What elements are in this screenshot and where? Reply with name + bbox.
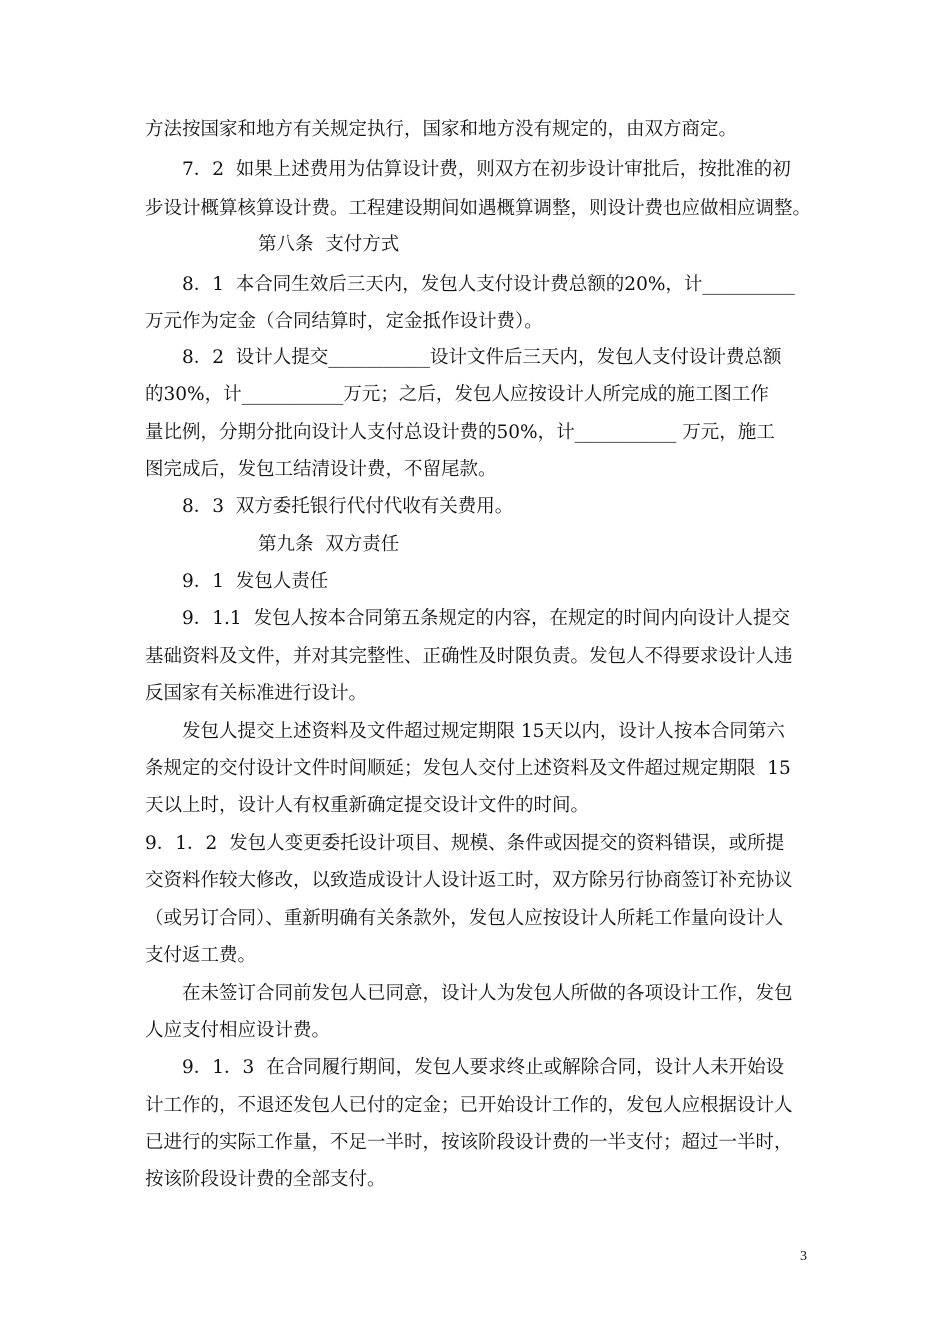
text-line: 按该阶段设计费的全部支付。	[145, 1169, 386, 1190]
text-line: 9．1 发包人责任	[182, 571, 329, 592]
text-line: 基础资料及文件，并对其完整性、正确性及时限负责。发包人不得要求设计人违	[145, 646, 793, 667]
text-line: 图完成后，发包工结清设计费，不留尾款。	[145, 459, 497, 480]
section-heading: 第八条 支付方式	[258, 234, 400, 255]
text-line: 天以上时，设计人有权重新确定提交设计文件的时间。	[145, 795, 590, 816]
text-line: 人应支付相应设计费。	[145, 1020, 331, 1041]
text-line: 的30%，计___________万元；之后，发包人应按设计人所完成的施工图工作	[145, 384, 769, 405]
text-line: 8．1 本合同生效后三天内，发包人支付设计费总额的20%，计__________	[182, 274, 795, 295]
text-line: 支付返工费。	[145, 945, 257, 966]
text-line: 万元作为定金（合同结算时，定金抵作设计费）。	[145, 311, 543, 332]
text-line: 发包人提交上述资料及文件超过规定期限 15天以内，设计人按本合同第六	[182, 721, 785, 742]
text-line: 9．1．3 在合同履行期间，发包人要求终止或解除合同，设计人未开始设	[182, 1057, 785, 1078]
text-line: 方法按国家和地方有关规定执行，国家和地方没有规定的，由双方商定。	[145, 119, 738, 140]
text-line: 在未签订合同前发包人已同意，设计人为发包人所做的各项设计工作，发包	[182, 983, 793, 1004]
text-line: 8．3 双方委托银行代付代收有关费用。	[182, 496, 514, 517]
text-line: 条规定的交付设计文件时间顺延；发包人交付上述资料及文件超过规定期限 15	[145, 758, 791, 779]
text-line: 步设计概算核算设计费。工程建设期间如遇概算调整，则设计费也应做相应调整。	[145, 198, 812, 219]
text-line: 7．2 如果上述费用为估算设计费，则双方在初步设计审批后，按批准的初	[182, 159, 791, 180]
text-line: 9．1．2 发包人变更委托设计项目、规模、条件或因提交的资料错误，或所提	[145, 833, 785, 854]
section-heading: 第九条 双方责任	[258, 534, 400, 555]
text-line: 8．2 设计人提交___________设计文件后三天内，发包人支付设计费总额	[182, 347, 782, 368]
text-line: 反国家有关标准进行设计。	[145, 683, 368, 704]
text-line: 9．1.1 发包人按本合同第五条规定的内容，在规定的时间内向设计人提交	[182, 608, 790, 629]
text-line: 交资料作较大修改，以致造成设计人设计返工时，双方除另行协商签订补充协议	[145, 870, 793, 891]
text-line: 已进行的实际工作量，不足一半时，按该阶段设计费的一半支付；超过一半时，	[145, 1132, 793, 1153]
text-line: （或另订合同）、重新明确有关条款外，发包人应按设计人所耗工作量向设计人	[145, 908, 784, 929]
page-number: 3	[800, 1249, 807, 1264]
text-line: 计工作的，不退还发包人已付的定金；已开始设计工作的，发包人应根据设计人	[145, 1095, 793, 1116]
text-line: 量比例，分期分批向设计人支付总设计费的50%，计___________ 万元，施工	[145, 422, 775, 443]
